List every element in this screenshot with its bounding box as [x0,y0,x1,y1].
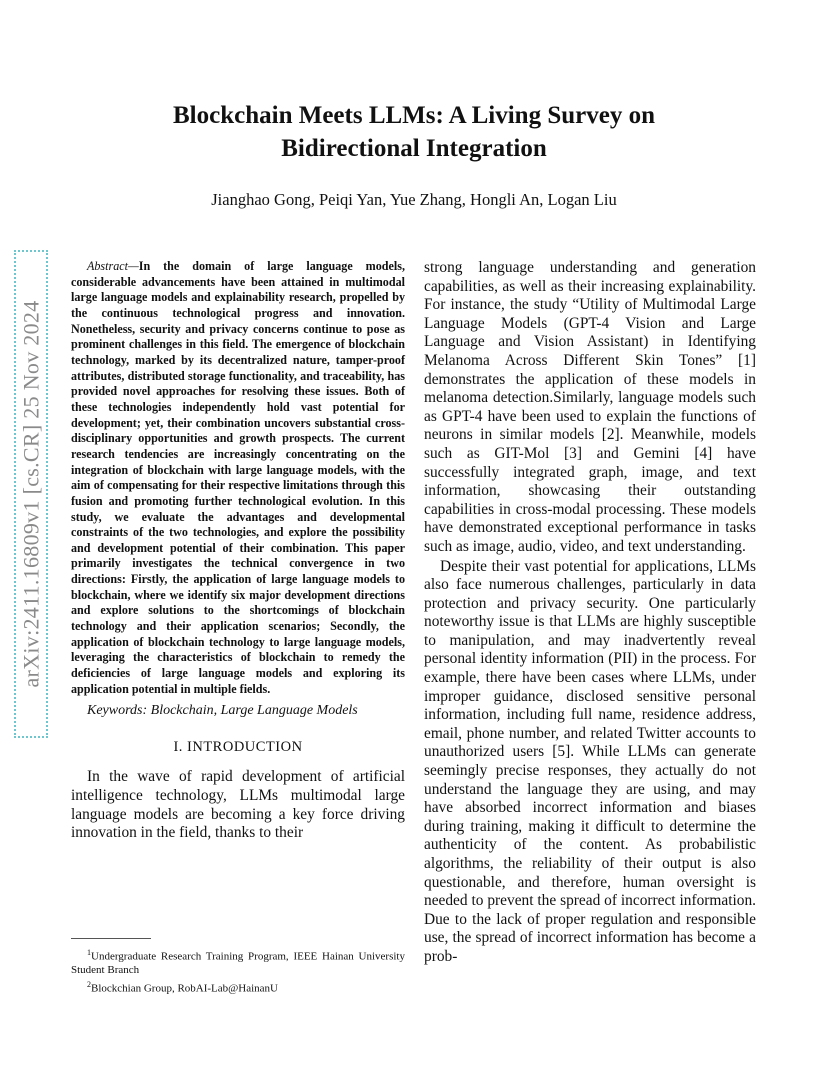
footnote-divider [71,938,151,939]
footnote-1-mark: 1 [87,948,91,957]
footnote-2-mark: 2 [87,979,91,989]
author-list: Jianghao Gong, Peiqi Yan, Yue Zhang, Hongli An, Logan Liu [211,190,617,209]
footnote-2-text: Blockchian Group, RobAI-Lab@HainanU [91,982,278,995]
abstract-text: In the domain of large language models, considerable advancements have been attained in multimodal large language models and explainability research, propelled by the continuous technological progress and innovation. Nonetheless, security and privacy concerns continue to pose as prominent challenges in this field. The emergence of blockchain technology, marked by its decentralized nature, tamper-proof attributes, distributed storage functionality, and traceability, has provided novel approaches for resolving these issues. Both of these technologies independently hold vast potential for development; yet, their combination uncovers substantial cross-disciplinary opportunities and growth prospects. The current research tendencies are increasingly concentrating on the integration of blockchain with large language models, with the aim of compensating for their respective limitations through this fusion and promoting further technological evolution. In this study, we evaluate the advantages and developmental constraints of the two technologies, and explore the possibility and development potential of their combination. This paper primarily investigates the technical convergence in two directions: Firstly, the application of large language models to blockchain, where we identify six major development directions and explore solutions to the shortcomings of blockchain technology and their application scenarios; Secondly, the application of blockchain technology to large language models, leveraging the characteristics of blockchain to remedy the deficiencies of large language models and exploring its application potential in multiple fields. [71,259,405,696]
section-heading-introduction: I. INTRODUCTION [173,739,303,756]
abstract [71,259,405,697]
intro-paragraph-right-1: strong language understanding and generation capabilities, as well as their increasing explainability. For instance, the study “Utility of Multimodal Large Language Models (GPT-4 Vision and Large Language and Vision Assistant) in Identifying Melanoma Across Different Skin Tones” [1] demonstrates the application of these models in melanoma detection.Similarly, language models such as GPT-4 have been used to explain the functions of neurons in similar models [2]. Meanwhile, models such as GIT-Mol [3] and Gemini [4] have successfully integrated graph, image, and text information, showcasing their outstanding capabilities in cross-modal processing. These models have demonstrated exceptional performance in tasks such as image, audio, video, and text understanding. [424,259,756,555]
arxiv-identifier: arXiv:2411.16809v1 [cs.CR] 25 Nov 2024 [18,300,44,688]
left-column [71,259,405,843]
footnote-1-text: Undergraduate Research Training Program, IEEE Hainan University Student Branch [71,950,405,977]
right-column [424,259,756,967]
paper-title [70,99,758,165]
footnote-1 [71,946,405,978]
footnote-2 [71,978,405,996]
arxiv-stamp [14,250,48,738]
keywords: Keywords: Blockchain, Large Language Models [87,703,358,719]
title-line-1: Blockchain Meets LLMs: A Living Survey on [173,102,655,129]
intro-paragraph-left: In the wave of rapid development of artificial intelligence technology, LLMs multimodal large language models are becoming a key force driving innovation in the field, thanks to their [71,768,405,842]
footnotes [71,946,405,996]
intro-paragraph-right-2: Despite their vast potential for applications, LLMs also face numerous challenges, particularly in data protection and privacy security. One particularly noteworthy issue is that LLMs are highly susceptible to manipulation, and may inadvertently reveal personal identity information (PII) in the process. For example, there have been cases where LLMs, under improper guidance, disclosed sensitive personal information, including full name, residence address, email, phone number, and related Twitter accounts to unauthorized users [5]. While LLMs can generate seemingly precise responses, they actually do not understand the language they are using, and may have absorbed incorrect information and biases during training, making it difficult to determine the authenticity of the content. As probabilistic algorithms, the reliability of their output is also questionable, and therefore, human oversight is needed to prevent the spread of incorrect information. Due to the lack of proper regulation and responsible use, the spread of incorrect information has become a prob- [424,557,756,965]
abstract-label: Abstract— [87,259,139,273]
title-line-2: Bidirectional Integration [281,135,547,162]
